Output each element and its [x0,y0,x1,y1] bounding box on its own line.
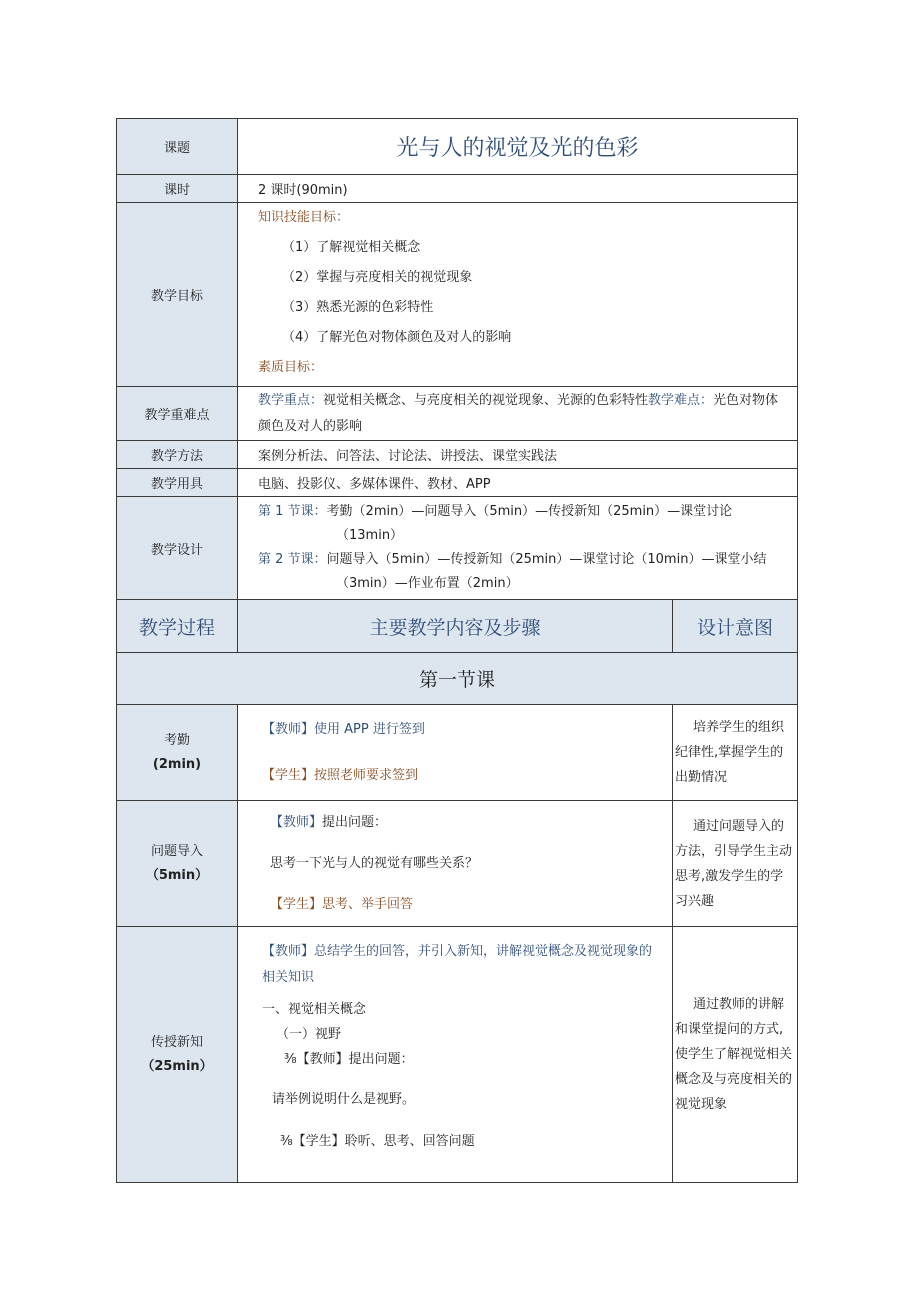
process-col-content: 主要教学内容及步骤 [238,600,673,653]
process-col-intent: 设计意图 [673,600,798,653]
focus-text: 视觉相关概念、与亮度相关的视觉现象、光源的色彩特性 [323,392,649,408]
lesson2-text: 问题导入（5min）—传授新知（25min）—课堂讨论（10min）—课堂小结 [326,552,767,567]
student-text: 按照老师要求签到 [314,767,419,783]
lesson1-tag: 第 1 节课： [258,504,327,519]
step-intent: 通过问题导入的方法，引导学生主动思考,激发学生的学习兴趣 [673,801,798,927]
key-points-label: 教学重难点 [117,387,238,441]
topic-row [117,119,798,175]
concept-subheading: （一）视野 [276,1027,342,1042]
difficulty-tag: 教学难点： [648,392,714,408]
teacher-tag: 【教师】 [262,721,315,737]
step-name: 考勤 [163,732,190,748]
goal-item-1: （1）了解视觉相关概念 [282,240,421,255]
goals-row [117,203,798,387]
concept-heading: 一、视觉相关概念 [262,1002,367,1017]
hours-row [117,175,798,203]
question-text: 请举例说明什么是视野。 [272,1092,416,1107]
teacher-tag: 【教师】 [270,815,323,830]
sub-student-text: 【学生】聆听、思考、回答问题 [292,1134,475,1149]
goal-item-2: （2）掌握与亮度相关的视觉现象 [282,270,473,285]
goal-item-4: （4）了解光色对物体颜色及对人的影响 [282,330,512,345]
step-name: 问题导入 [150,843,203,859]
goals-label: 教学目标 [117,203,238,387]
lesson-plan [116,118,797,1183]
step-row [117,705,798,801]
process-header-row [117,600,798,653]
section-title: 第一节课 [117,653,798,705]
lesson1-cont: （13min） [336,528,404,543]
student-text: 思考、举手回答 [322,897,414,912]
hours-value: 2 课时(90min) [238,175,798,203]
methods-value: 案例分析法、问答法、讨论法、讲授法、课堂实践法 [238,441,798,469]
step-time: （25min） [141,1058,213,1074]
lesson2-cont: （3min）—作业布置（2min） [336,576,519,591]
tools-label: 教学用具 [117,469,238,497]
teacher-text: 总结学生的回答，并引入新知，讲解视觉概念及视觉现象的 [314,944,653,959]
design-row [117,497,798,600]
topic-title: 光与人的视觉及光的色彩 [238,119,798,175]
student-tag: 【学生】 [270,897,323,912]
design-label: 教学设计 [117,497,238,600]
sub-teacher-text: 【教师】提出问题： [296,1052,414,1067]
question-text: 思考一下光与人的视觉有哪些关系？ [270,856,479,871]
step-row [117,927,798,1183]
difficulty-text-cont: 颜色及对人的影响 [258,418,363,434]
focus-tag: 教学重点： [258,392,324,408]
teacher-text: 使用 APP 进行签到 [314,721,425,737]
bullet-icon: ⅜ [284,1052,297,1067]
lesson2-tag: 第 2 节课： [258,552,327,567]
methods-row [117,441,798,469]
section-row [117,653,798,705]
lesson1-text: 考勤（2min）—问题导入（5min）—传授新知（25min）—课堂讨论 [326,504,733,519]
tools-row [117,469,798,497]
step-intent: 培养学生的组织纪律性,掌握学生的出勤情况 [673,705,798,801]
tools-value: 电脑、投影仪、多媒体课件、教材、APP [238,469,798,497]
topic-label: 课题 [117,119,238,175]
teacher-text: 提出问题： [322,815,388,830]
knowledge-goal-heading: 知识技能目标： [258,210,350,225]
step-intent: 通过教师的讲解和课堂提问的方式,使学生了解视觉相关概念及与亮度相关的视觉现象 [673,927,798,1183]
process-col-stage: 教学过程 [117,600,238,653]
teacher-text-cont: 相关知识 [262,970,315,985]
step-time: （5min） [145,867,209,883]
teacher-tag: 【教师】 [262,944,315,959]
quality-goal-heading: 素质目标： [258,360,324,375]
hours-label: 课时 [117,175,238,203]
goal-item-3: （3）熟悉光源的色彩特性 [282,300,434,315]
step-time: (2min) [152,756,202,772]
student-tag: 【学生】 [262,767,315,783]
methods-label: 教学方法 [117,441,238,469]
step-name: 传授新知 [150,1034,203,1050]
lesson-plan-table [116,118,798,1183]
difficulty-text: 光色对物体 [713,392,779,408]
bullet-icon: ⅜ [280,1134,293,1149]
step-row [117,801,798,927]
key-points-row [117,387,798,441]
